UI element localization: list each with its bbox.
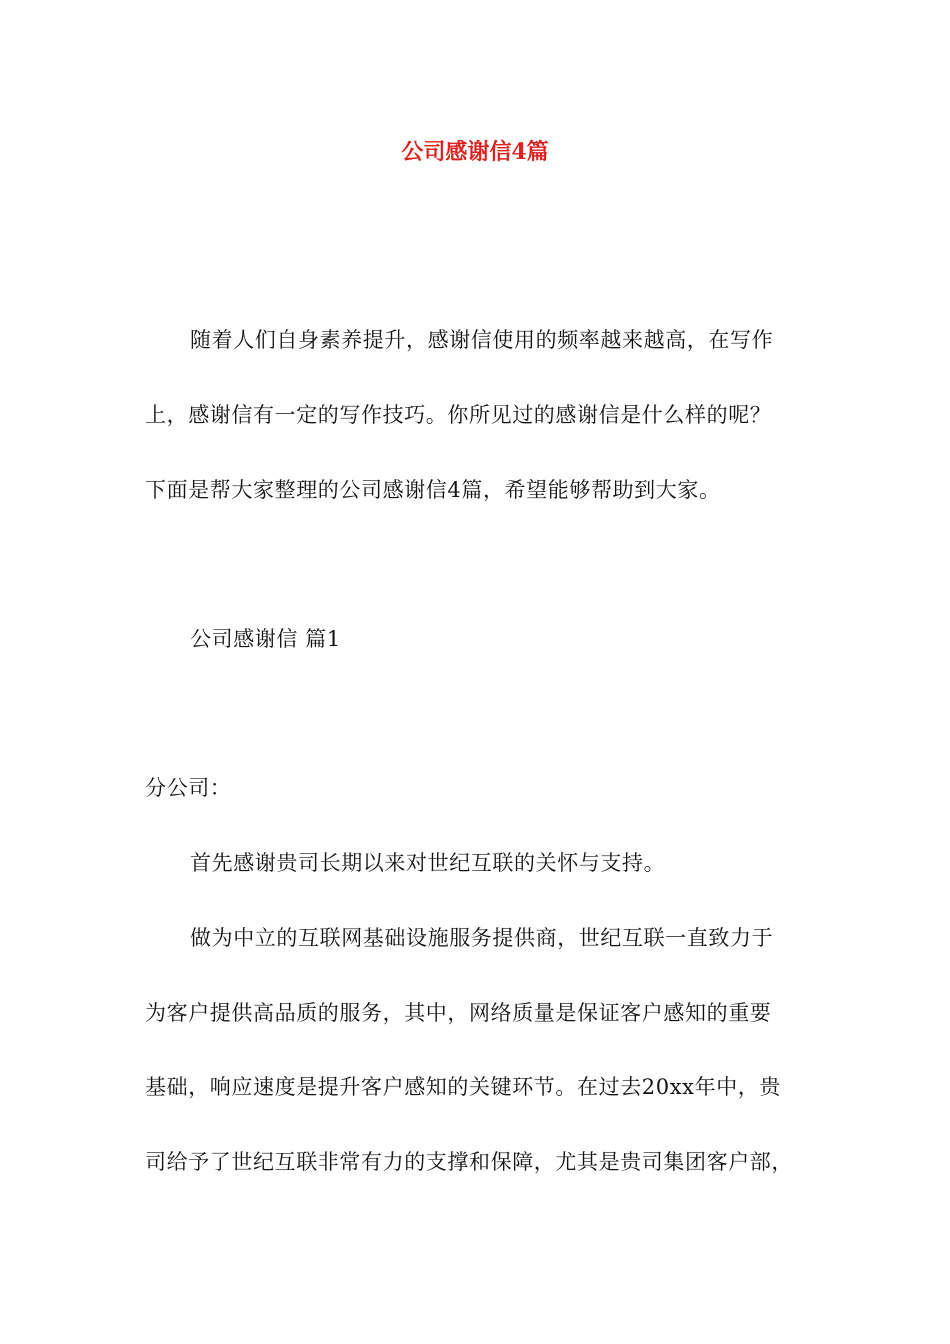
intro-line-3: 下面是帮大家整理的公司感谢信4篇，希望能够帮助到大家。 — [145, 478, 721, 502]
body-line-3: 为客户提供高品质的服务，其中，网络质量是保证客户感知的重要 — [145, 1001, 772, 1025]
intro-line-2: 上，感谢信有一定的写作技巧。你所见过的感谢信是什么样的呢？ — [145, 403, 772, 427]
body-line-1: 首先感谢贵司长期以来对世纪互联的关怀与支持。 — [190, 851, 666, 875]
body-line-2: 做为中立的互联网基础设施服务提供商，世纪互联一直致力于 — [190, 926, 774, 950]
body-line-5: 司给予了世纪互联非常有力的支撑和保障，尤其是贵司集团客户部， — [145, 1150, 793, 1174]
body-line-4: 基础，响应速度是提升客户感知的关键环节。在过去20xx年中，贵 — [145, 1075, 782, 1099]
intro-line-1: 随着人们自身素养提升，感谢信使用的频率越来越高，在写作 — [190, 328, 774, 352]
document-title: 公司感谢信4篇 — [401, 139, 549, 165]
section-heading: 公司感谢信 篇1 — [190, 627, 341, 651]
salutation: 分公司： — [145, 776, 232, 800]
